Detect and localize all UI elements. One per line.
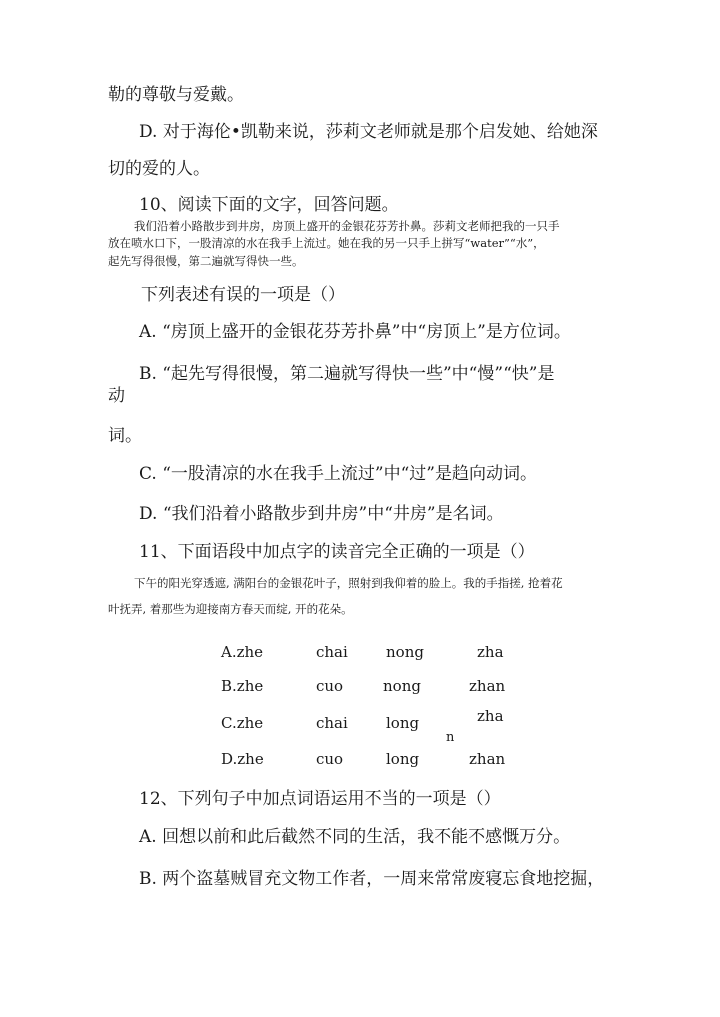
q11-option-b-col4: zhan [469,677,506,695]
q11-option-c-col4-wrap: n [446,730,455,745]
q10-option-a: A. “房顶上盛开的金银花芬芳扑鼻”中“房顶上”是方位词。 [139,322,571,342]
q10-option-b: B. “起先写得很慢，第二遍就写得快一些”中“慢”“快”是 [139,364,555,384]
q11-passage-line-1: 下午的阳光穿透遮, 满阳台的金银花叶子，照射到我仰着的脸上。我的手指搓, 抢着花 [134,576,563,590]
q11-option-b-col3: nong [383,677,421,695]
q10-title: 10、阅读下面的文字，回答问题。 [139,195,399,215]
q12-title: 12、下列句子中加点词语运用不当的一项是（） [139,789,501,809]
q12-option-b: B. 两个盗墓贼冒充文物工作者，一周来常常废寝忘食地挖掘， [139,869,605,889]
q11-option-c-col4: zha [477,707,504,725]
q10-passage-line-2: 放在喷水口下，一股清凉的水在我手上流过。她在我的另一只手上拼写“water”“水”， [108,236,545,250]
q11-option-c-col2: chai [316,714,348,732]
q11-title: 11、下面语段中加点字的读音完全正确的一项是（） [139,542,535,562]
q11-option-d-col4: zhan [469,750,506,768]
q11-option-a-col2: chai [316,643,348,661]
q11-option-a-label: A.zhe [221,643,264,661]
q11-option-b-col2: cuo [316,677,344,695]
q10-option-b-wrap: 动 [108,386,125,406]
q9-line-continuation: 勒的尊敬与爱戴。 [108,85,244,105]
q9-option-d-cont: 切的爱的人。 [108,159,210,179]
q11-option-b-label: B.zhe [221,677,264,695]
q11-passage-line-2: 叶抚弄, 着那些为迎接南方春天而绽, 开的花朵。 [108,602,353,616]
q11-option-a-col3: nong [386,643,424,661]
q10-option-c: C. “一股清凉的水在我手上流过”中“过”是趋向动词。 [139,464,537,484]
q11-option-d-col3: long [386,750,420,768]
q9-option-d: D. 对于海伦•凯勒来说，莎莉文老师就是那个启发她、给她深 [139,122,598,142]
q11-option-d-col2: cuo [316,750,344,768]
q10-option-d: D. “我们沿着小路散步到井房”中“井房”是名词。 [139,504,504,524]
q11-option-a-col4: zha [477,643,504,661]
q10-option-b-cont: 词。 [108,426,142,446]
q10-prompt: 下列表述有误的一项是（） [141,285,345,305]
q10-passage-line-3: 起先写得很慢，第二遍就写得快一些。 [108,254,304,268]
q11-option-c-col3: long [386,714,420,732]
q11-option-c-label: C.zhe [221,714,264,732]
q12-option-a: A. 回想以前和此后截然不同的生活，我不能不感慨万分。 [139,827,571,847]
q10-passage-line-1: 我们沿着小路散步到井房，房顶上盛开的金银花芬芳扑鼻。莎莉文老师把我的一只手 [134,219,560,233]
q11-option-d-label: D.zhe [221,750,264,768]
